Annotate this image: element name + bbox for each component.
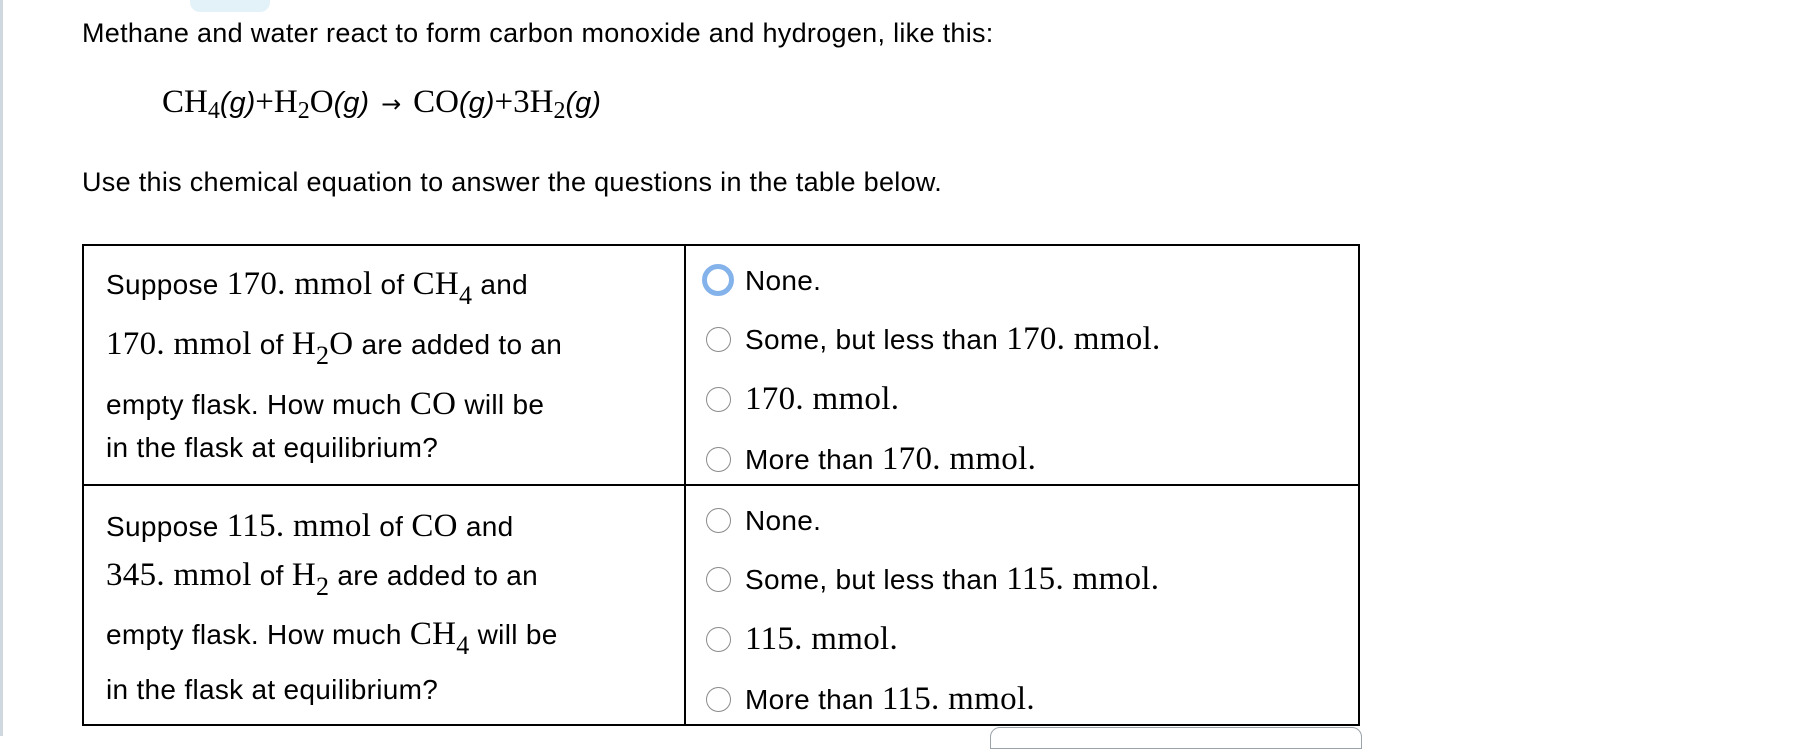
question-cell [83,485,685,725]
radio-button[interactable] [706,687,731,712]
eq-3h2: $3H_2$ [513,84,566,124]
eq-co: CO [413,84,460,120]
radio-button[interactable] [706,508,731,533]
question-line: empty flask. How much CO will be [106,386,545,422]
eq-ch4: $CH_4$ [162,84,220,124]
options-cell [685,485,1359,725]
option-equal[interactable]: 170. mmol. [706,379,899,419]
instruction-text: Use this chemical equation to answer the questions in the table below. [82,167,943,197]
radio-button[interactable] [706,567,731,592]
radio-button[interactable] [706,627,731,652]
top-tab-indicator [190,0,270,12]
option-more[interactable]: More than 170. mmol. [706,439,1036,479]
question-line: 170. mmol of $H_2O$ are added to an [106,326,563,370]
option-some-less[interactable]: Some, but less than 115. mmol. [706,559,1159,599]
option-more[interactable]: More than 115. mmol. [706,679,1035,719]
reaction-arrow-icon: → [381,90,402,118]
chemical-equation: $CH_4(g)+H_2O(g) \to CO(g)+3H_2(g)$ [162,84,601,124]
eq-h2o: $H_2O$ [273,84,334,124]
question-line: Suppose 115. mmol of CO and [106,508,514,544]
question-cell [83,245,685,485]
option-none[interactable]: None. [706,500,821,540]
radio-button[interactable] [706,327,731,352]
question-line: in the flask at equilibrium? [106,432,439,463]
bottom-panel-edge [990,727,1362,749]
option-none[interactable]: None. [706,260,821,300]
question-line: 345. mmol of $H_2$ are added to an [106,557,539,601]
option-equal[interactable]: 115. mmol. [706,619,898,659]
radio-button[interactable] [706,447,731,472]
option-some-less[interactable]: Some, but less than 170. mmol. [706,319,1161,359]
question-line: Suppose 170. mmol of $CH_4$ and [106,266,529,310]
radio-button[interactable] [706,387,731,412]
table-row [83,485,1359,725]
table-row [83,245,1359,485]
question-line: empty flask. How much $CH_4$ will be [106,616,558,660]
intro-text: Methane and water react to form carbon monoxide and hydrogen, like this: [82,18,994,48]
left-panel-edge [0,0,3,736]
question-table [82,244,1360,726]
options-cell [685,245,1359,485]
question-line: in the flask at equilibrium? [106,674,439,705]
radio-button[interactable] [702,264,734,296]
